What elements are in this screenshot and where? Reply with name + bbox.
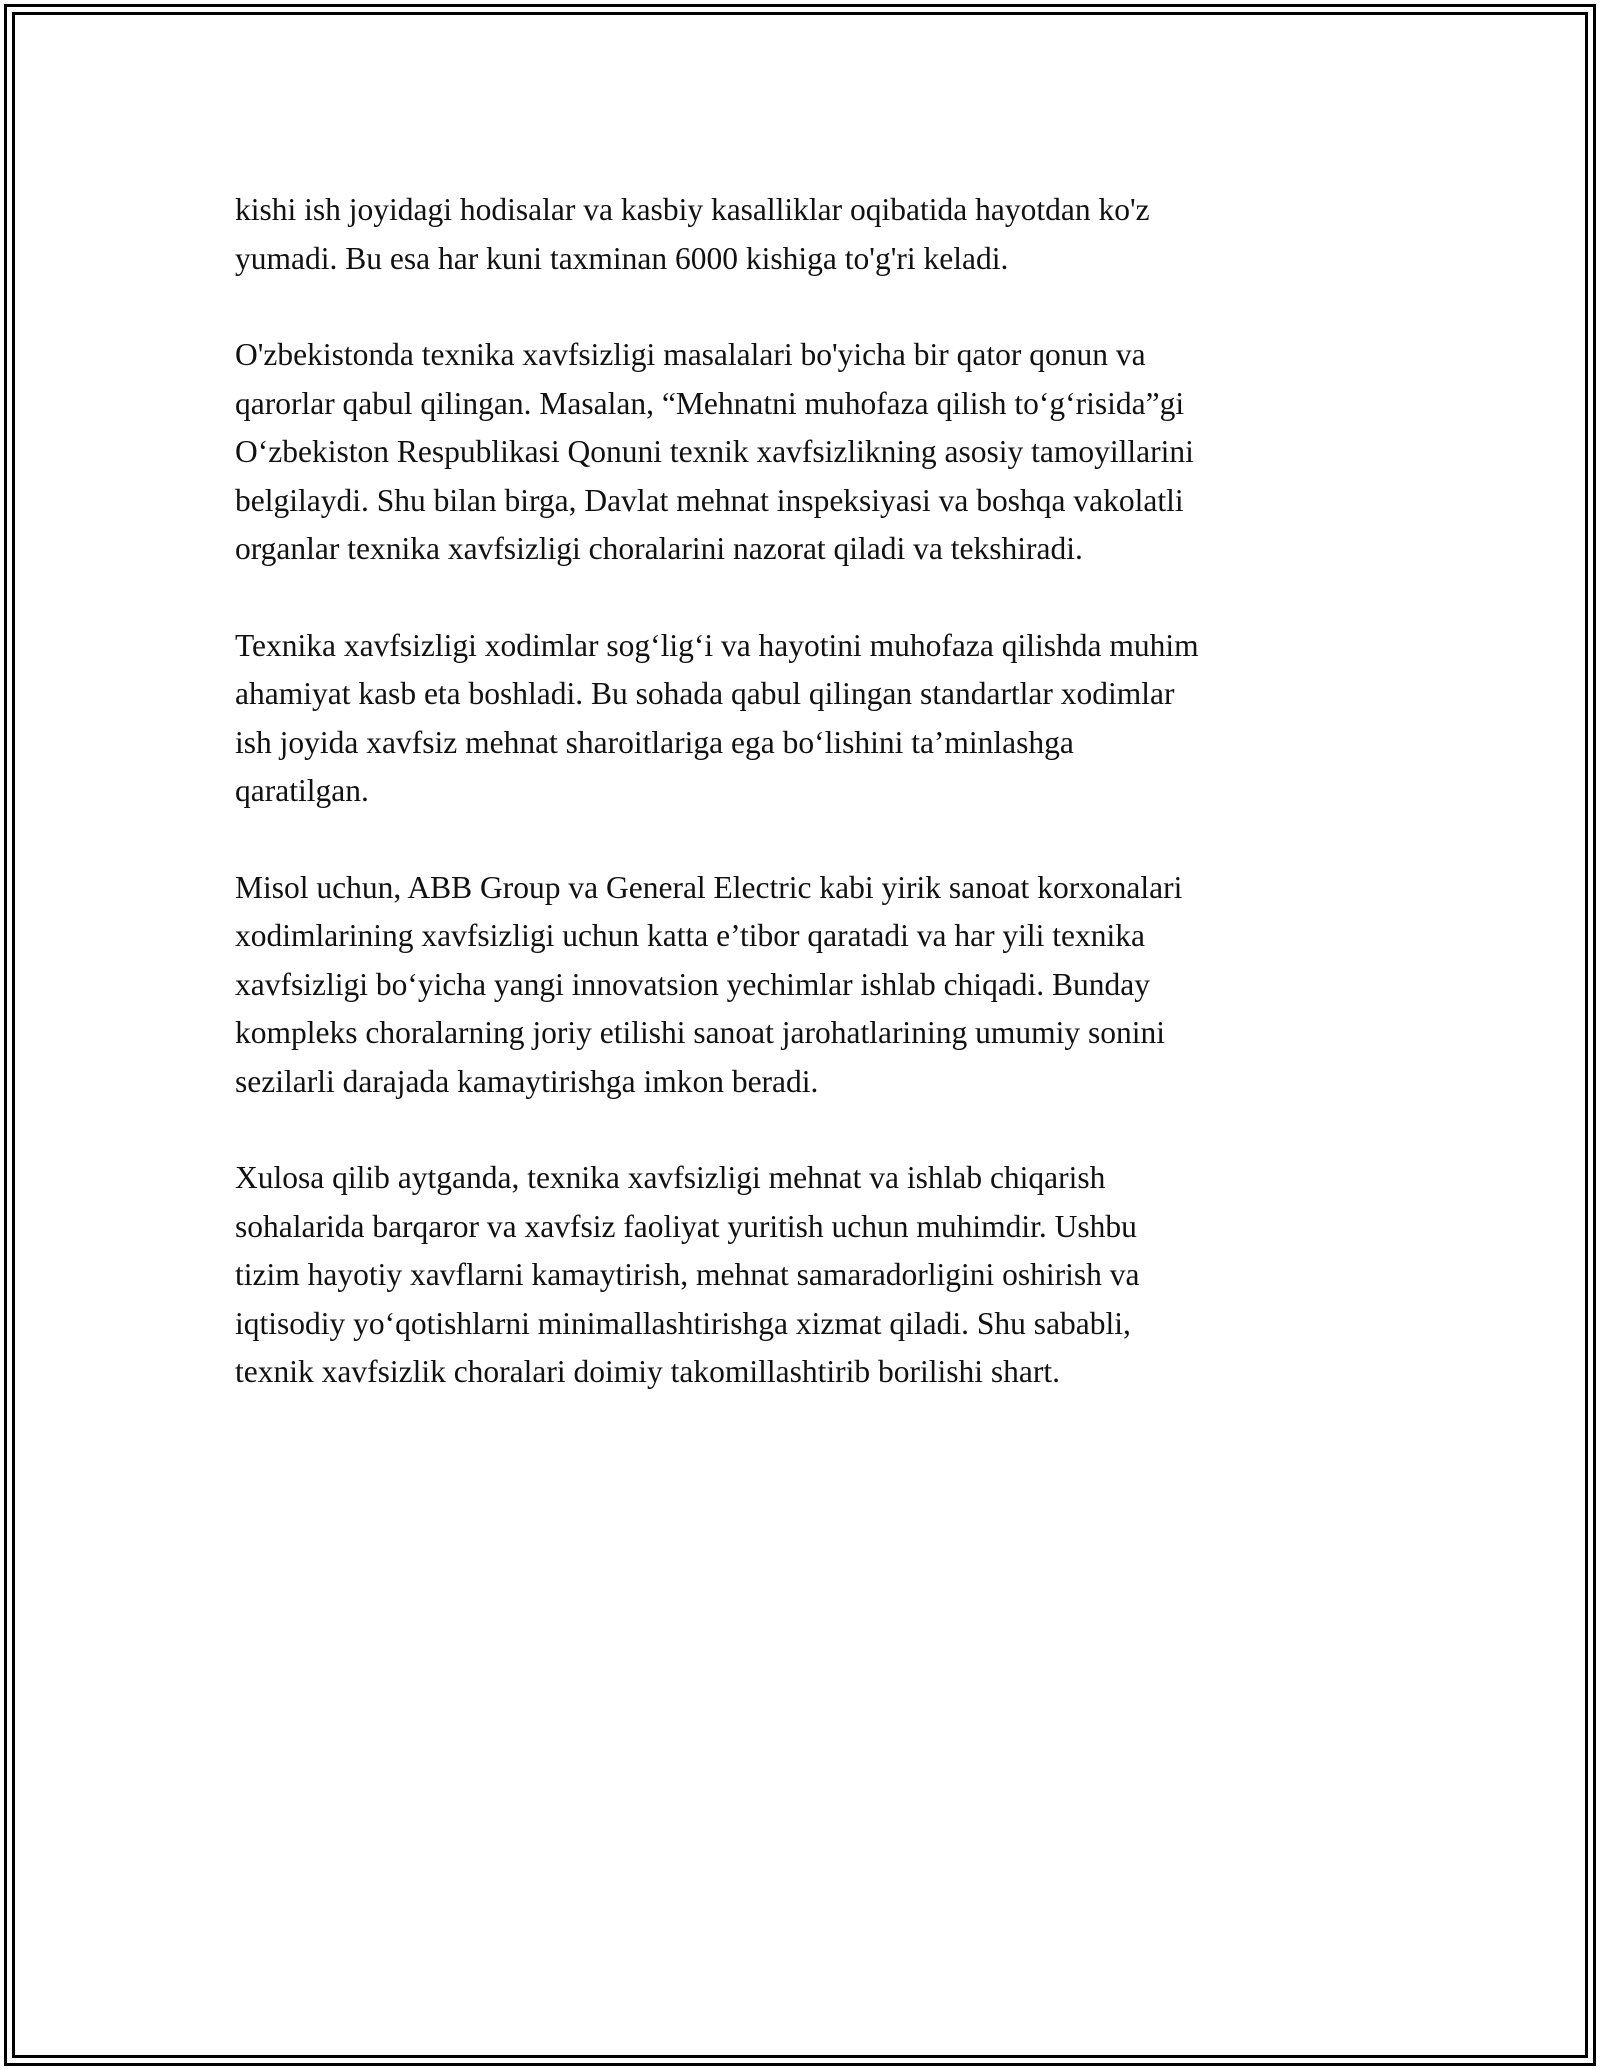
text-line: Misol uchun, ABB Group va General Electric kabi yirik sanoat korxonalari — [235, 869, 1183, 905]
text-line: ahamiyat kasb eta boshladi. Bu sohada qabul qilingan standartlar xodimlar — [235, 676, 1175, 711]
text-line: O‘zbekiston Respublikasi Qonuni texnik xavfsizlikning asosiy tamoyillarini — [235, 434, 1194, 469]
paragraph-2 — [235, 331, 1385, 574]
text-line: sohalarida barqaror va xavfsiz faoliyat yuritish uchun muhimdir. Ushbu — [235, 1208, 1137, 1244]
text-line: ish joyida xavfsiz mehnat sharoitlariga ega bo‘lishini ta’minlashga — [235, 724, 1074, 760]
text-line: xodimlarining xavfsizligi uchun katta e’tibor qaratadi va har yili texnika — [235, 918, 1146, 953]
paragraph-3 — [235, 622, 1385, 816]
text-line: tizim hayotiy xavflarni kamaytirish, mehnat samaradorligini oshirish va — [235, 1257, 1140, 1292]
text-line: belgilaydi. Shu bilan birga, Davlat mehnat inspeksiyasi va boshqa vakolatli — [235, 482, 1184, 518]
text-line: xavfsizligi bo‘yicha yangi innovatsion yechimlar ishlab chiqadi. Bunday — [235, 966, 1151, 1002]
text-line: texnik xavfsizlik choralari doimiy takomillashtirib borilishi shart. — [235, 1354, 1060, 1389]
document-body — [235, 186, 1385, 1445]
text-line: O'zbekistonda texnika xavfsizligi masalalari bo'yicha bir qator qonun va — [235, 337, 1146, 372]
text-line: iqtisodiy yo‘qotishlarni minimallashtirishga xizmat qiladi. Shu sababli, — [235, 1305, 1131, 1341]
paragraph-4 — [235, 864, 1385, 1107]
text-line: kishi ish joyidagi hodisalar va kasbiy kasalliklar oqibatida hayotdan ko'z — [235, 192, 1150, 227]
text-line: organlar texnika xavfsizligi choralarini nazorat qiladi va tekshiradi. — [235, 531, 1083, 566]
text-line: qaratilgan. — [235, 773, 369, 808]
text-line: Xulosa qilib aytganda, texnika xavfsizligi mehnat va ishlab chiqarish — [235, 1160, 1106, 1195]
text-line: yumadi. Bu esa har kuni taxminan 6000 kishiga to'g'ri keladi. — [235, 240, 1009, 276]
text-line: kompleks choralarning joriy etilishi sanoat jarohatlarining umumiy sonini — [235, 1015, 1165, 1050]
text-line: qarorlar qabul qilingan. Masalan, “Mehnatni muhofaza qilish to‘g‘risida”gi — [235, 385, 1185, 421]
text-line: sezilarli darajada kamaytirishga imkon beradi. — [235, 1063, 819, 1099]
text-line: Texnika xavfsizligi xodimlar sog‘lig‘i va hayotini muhofaza qilishda muhim — [235, 627, 1199, 663]
paragraph-1 — [235, 186, 1385, 283]
paragraph-5 — [235, 1154, 1385, 1397]
